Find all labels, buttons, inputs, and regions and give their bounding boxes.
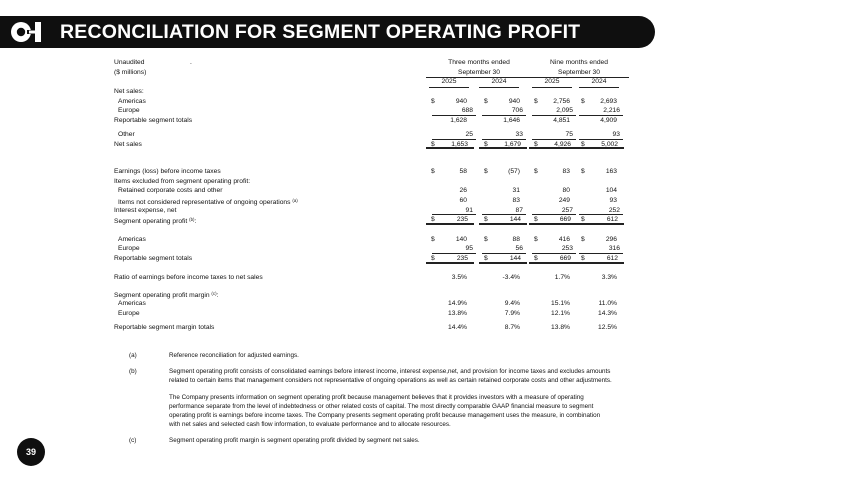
cell-value: -3.4% <box>502 274 520 282</box>
excluded-heading-row <box>114 177 614 187</box>
dollar-sign: $ <box>484 235 488 243</box>
cell-value: 669 <box>559 255 571 263</box>
net-sales-heading: Net sales: <box>114 88 144 96</box>
dollar-sign: $ <box>484 216 488 224</box>
dollar-sign: $ <box>431 216 435 224</box>
spacer <box>114 159 614 167</box>
americas-label: Americas <box>118 299 146 307</box>
dollar-sign: $ <box>534 140 538 148</box>
cell-value: 83 <box>562 167 570 175</box>
cell-value: 93 <box>609 196 617 204</box>
dollar-sign: $ <box>581 97 585 105</box>
dollar-sign: $ <box>484 255 488 263</box>
table-header-row-2 <box>114 68 614 78</box>
cell-value: 8.7% <box>504 324 520 332</box>
period1-label: Three months ended <box>448 59 510 66</box>
cell-value: 2,693 <box>600 97 617 105</box>
cell-value: 1,628 <box>450 117 467 125</box>
footnote-key: (a) <box>129 352 137 359</box>
table-row <box>114 215 618 226</box>
footnote-text: Segment operating profit consists of consolidated earnings before interest income, interest expense,net, and provision for income taxes and excludes amounts related to certain items that management considers not representative of ongoing operations as well as certain retained corporate costs and other adjustments. <box>169 368 612 384</box>
dollar-sign: $ <box>431 140 435 148</box>
footnote-key: (c) <box>129 437 137 444</box>
table-row <box>114 323 617 333</box>
cell-value: 104 <box>605 187 617 195</box>
year-col-3: 2025 <box>532 77 572 88</box>
cell-value: 31 <box>512 187 520 195</box>
net-sales-heading-row <box>114 87 614 97</box>
cell-value: 235 <box>456 216 468 224</box>
not-representative-label: Items not considered representative of ongoing operations <box>118 198 291 206</box>
table-row <box>114 254 618 264</box>
page-title: RECONCILIATION FOR SEGMENT OPERATING PROFIT <box>60 21 581 43</box>
cell-value: 1,646 <box>503 117 520 125</box>
cell-value: 7.9% <box>504 309 520 317</box>
dollar-sign: $ <box>431 97 435 105</box>
cell-value: 940 <box>455 97 467 105</box>
cell-value: 58 <box>459 167 467 175</box>
footnote-text: Reference reconciliation for adjusted earnings. <box>169 352 299 359</box>
table-row <box>114 235 617 245</box>
unaudited-label: Unaudited <box>114 59 145 66</box>
dollar-sign: $ <box>534 235 538 243</box>
dollar-sign: $ <box>581 140 585 148</box>
cell-value: 33 <box>515 130 523 138</box>
title-banner <box>0 16 655 48</box>
footnote-text: Segment operating profit margin is segment operating profit divided by segment net sales. <box>169 437 420 444</box>
dollar-sign: $ <box>484 97 488 105</box>
cell-value: 83 <box>512 196 520 204</box>
table-header-row-1 <box>114 58 614 68</box>
spacer <box>114 264 614 274</box>
cell-value: 3.5% <box>451 274 467 282</box>
cell-value: 12.5% <box>598 324 617 332</box>
dollar-sign: $ <box>581 235 585 243</box>
table-row <box>114 167 617 177</box>
cell-value: 252 <box>608 206 620 214</box>
cell-value: 144 <box>509 255 521 263</box>
cell-value: 60 <box>459 196 467 204</box>
sop-label: Segment operating profit <box>114 218 188 226</box>
margin-heading-row <box>114 289 614 299</box>
cell-value: 1,679 <box>504 140 521 148</box>
cell-value: 253 <box>561 245 573 253</box>
cell-value: 11.0% <box>598 299 617 307</box>
table-row <box>114 97 617 107</box>
table-row <box>114 299 617 309</box>
corp-costs-label: Retained corporate costs and other <box>118 187 223 195</box>
cell-value: 3.3% <box>601 274 617 282</box>
cell-value: 12.1% <box>551 309 570 317</box>
cell-value: 75 <box>565 130 573 138</box>
dollar-sign: $ <box>484 167 488 175</box>
table-row <box>114 186 617 196</box>
cell-value: 25 <box>465 130 473 138</box>
year-col-4: 2024 <box>579 77 619 88</box>
units-label: ($ millions) <box>114 68 147 76</box>
period1-sub: September 30 <box>426 68 532 79</box>
footnote-a <box>117 351 612 360</box>
period2-label: Nine months ended <box>550 59 608 66</box>
table-row <box>114 206 620 216</box>
cell-value: 688 <box>461 107 473 115</box>
europe-label: Europe <box>118 309 140 317</box>
footnote-ref-a: (a) <box>292 197 298 203</box>
footnote-c <box>117 436 612 445</box>
interest-label: Interest expense, net <box>114 206 177 214</box>
cell-value: 316 <box>608 245 620 253</box>
cell-value: 93 <box>612 130 620 138</box>
cell-value: 144 <box>509 216 521 224</box>
americas-label: Americas <box>118 97 146 105</box>
year-col-1: 2025 <box>429 77 469 88</box>
cell-value: 1.7% <box>554 274 570 282</box>
spacer <box>114 149 614 159</box>
cell-value: 26 <box>459 187 467 195</box>
cell-value: 5,002 <box>601 140 618 148</box>
dollar-sign: $ <box>581 255 585 263</box>
table-row <box>114 309 617 319</box>
margin-heading: Segment operating profit margin <box>114 292 210 300</box>
cell-value: 9.4% <box>504 299 520 307</box>
dollar-sign: $ <box>431 255 435 263</box>
dollar-sign: $ <box>581 167 585 175</box>
footnote-ref-b: (b) <box>189 217 195 223</box>
cell-value: 4,909 <box>600 117 617 125</box>
net-sales-label: Net sales <box>114 140 142 148</box>
ratio-label: Ratio of earnings before income taxes to net sales <box>114 274 263 282</box>
europe-label: Europe <box>118 245 140 253</box>
europe-label: Europe <box>118 107 140 115</box>
dollar-sign: $ <box>534 97 538 105</box>
header-dot: . <box>190 59 192 66</box>
footnote-text: The Company presents information on segment operating profit because management believes that it provides investors with a measure of operating performance separate from the level of indebtedness or other related costs of capital. The most directly comparable GAAP financial measure to segment operating profit is earnings before income taxes. The Company presents segment operating profit because management uses the measure, in combination with net sales and selected cash flow information, to evaluate performance and to allocate resources. <box>169 394 601 428</box>
table-row <box>114 106 620 116</box>
cell-value: 2,756 <box>553 97 570 105</box>
year-row <box>114 77 614 87</box>
reconciliation-table <box>114 58 620 333</box>
cell-value: 95 <box>465 245 473 253</box>
dollar-sign: $ <box>431 235 435 243</box>
cell-value: 14.3% <box>598 309 617 317</box>
cell-value: 706 <box>511 107 523 115</box>
cell-value: 669 <box>559 216 571 224</box>
dollar-sign: $ <box>484 140 488 148</box>
table-row <box>114 130 620 140</box>
sop-colon: : <box>194 218 197 226</box>
cell-value: 2,216 <box>603 107 620 115</box>
cell-value: 13.8% <box>448 309 467 317</box>
cell-value: 140 <box>455 235 467 243</box>
cell-value: 612 <box>606 216 618 224</box>
other-label: Other <box>118 130 135 138</box>
americas-label: Americas <box>118 235 146 243</box>
footnotes <box>117 351 612 452</box>
rep-margin-label: Reportable segment margin totals <box>114 324 215 332</box>
cell-value: 80 <box>562 187 570 195</box>
cell-value: 2,095 <box>556 107 573 115</box>
table-row <box>114 273 617 283</box>
cell-value: 257 <box>561 206 573 214</box>
footnote-key: (b) <box>129 368 137 375</box>
table-row <box>114 116 617 126</box>
cell-value: 4,926 <box>554 140 571 148</box>
cell-value: 14.9% <box>448 299 467 307</box>
excluded-heading: Items excluded from segment operating profit: <box>114 177 251 185</box>
table-row <box>114 196 617 206</box>
page-number: 39 <box>17 438 45 466</box>
dollar-sign: $ <box>431 167 435 175</box>
footnote-b <box>117 367 612 429</box>
table-row <box>114 140 618 150</box>
ebit-label: Earnings (loss) before income taxes <box>114 167 221 175</box>
cell-value: 163 <box>605 167 617 175</box>
cell-value: 1,653 <box>451 140 468 148</box>
cell-value: 91 <box>465 206 473 214</box>
cell-value: 249 <box>558 196 570 204</box>
cell-value: 296 <box>605 235 617 243</box>
footnote-ref-c: (c) <box>211 291 217 297</box>
cell-value: 612 <box>606 255 618 263</box>
cell-value: 56 <box>515 245 523 253</box>
cell-value: 235 <box>456 255 468 263</box>
cell-value: 15.1% <box>551 299 570 307</box>
dollar-sign: $ <box>581 216 585 224</box>
cell-value: (57) <box>508 167 520 175</box>
reportable-totals-label: Reportable segment totals <box>114 117 193 125</box>
dollar-sign: $ <box>534 167 538 175</box>
cell-value: 14.4% <box>448 324 467 332</box>
period2-sub: September 30 <box>529 68 629 79</box>
cell-value: 940 <box>508 97 520 105</box>
cell-value: 4,851 <box>553 117 570 125</box>
dollar-sign: $ <box>534 216 538 224</box>
dollar-sign: $ <box>534 255 538 263</box>
cell-value: 416 <box>558 235 570 243</box>
year-col-2: 2024 <box>479 77 519 88</box>
cell-value: 87 <box>515 206 523 214</box>
reportable-totals-label: Reportable segment totals <box>114 255 193 263</box>
cell-value: 88 <box>512 235 520 243</box>
oi-logo-icon <box>10 20 46 44</box>
table-row <box>114 244 620 254</box>
cell-value: 13.8% <box>551 324 570 332</box>
margin-colon: : <box>216 292 219 300</box>
